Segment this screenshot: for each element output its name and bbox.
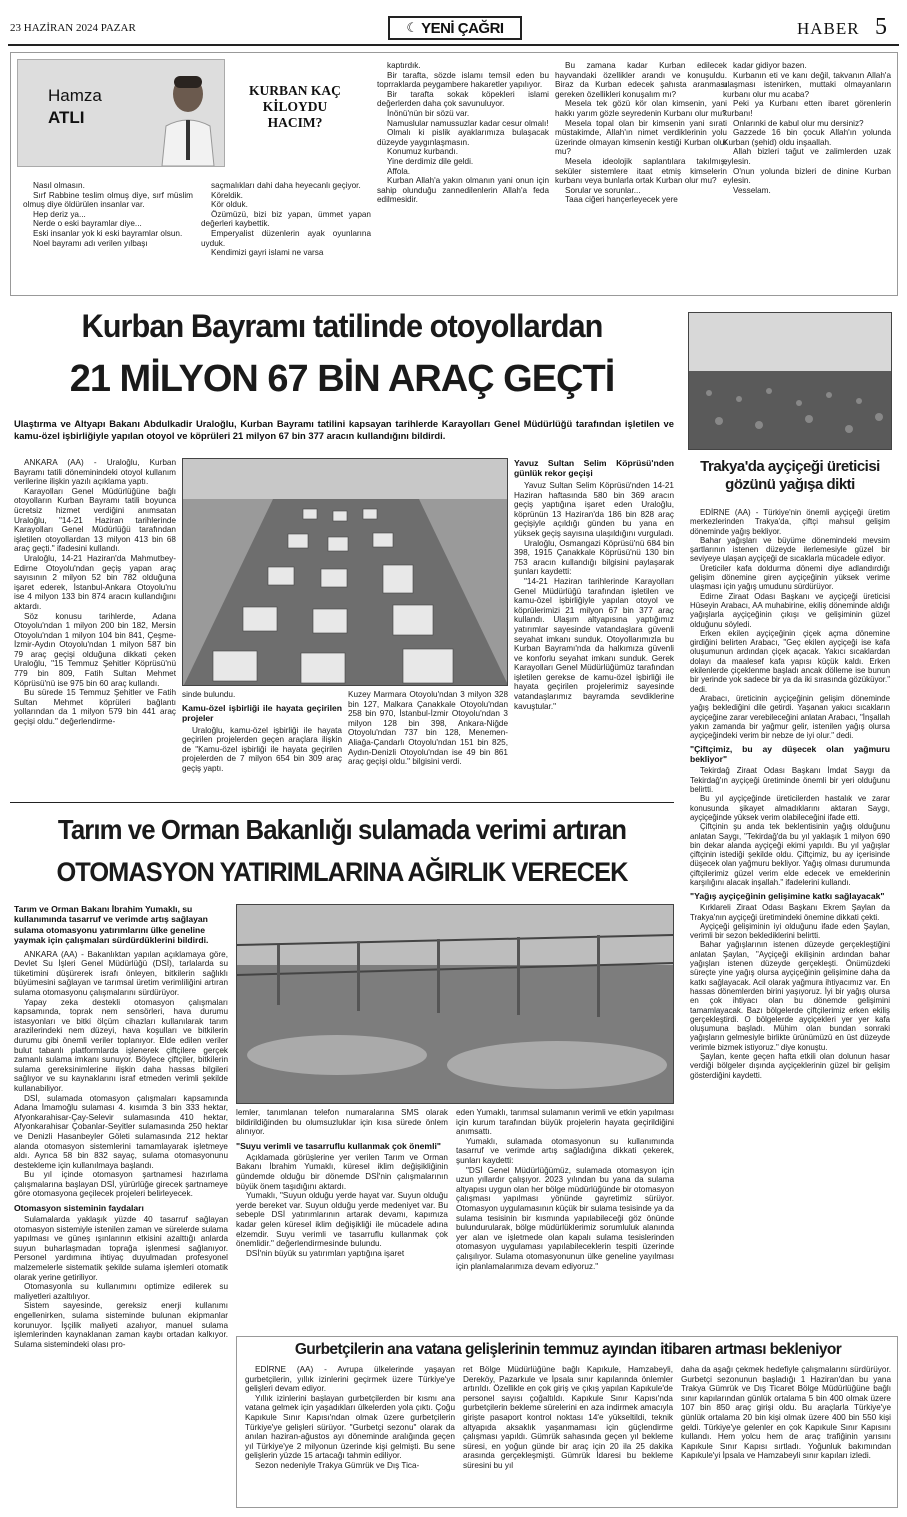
column-title: KURBAN KAÇ KİLOYDU HACIM? [249, 83, 341, 130]
article1-col1: ANKARA (AA) - Uraloğlu, Kurban Bayramı tatili döneminindeki otoyol kullanım verilerine ilişkin yazılı açıklama yaptı. Karayolları Genel Müdürlüğüne bağlı otoyolların Kurban Bayramı tatili boyunca ücretsiz hizmet verdiğini anımsatan Uraloğlu, "14-21 Haziran tarihlerinde Karayolları Genel Müdürlüğü tarafından işletilen otoyollardan 13 milyon 413 bin 68 araç geçti." ifadesini kullandı. Uraloğlu, 14-21 Haziran'da Mahmutbey-Edirne Otoyolu'ndan geçiş yapan araç sayısının 2 milyon 52 bin 782 olduğuna işaret ederek, İstanbul-Ankara Otoyolu'nu ise 4 milyon 133 bin 874 aracın kullandığını aktardı. Söz konusu tarihlerde, Adana Otoyolu'ndan 1 milyon 200 bin 182, Mersin Otoyolu'ndan 1 milyon 104 bin 841, Çeşme-İzmir-Aydın Otoyolu'ndan 1 milyon 587 bin 79 araç geçişi olduğuna dikkati çeken Uraloğlu, "15 Temmuz Şehitler Köprüsü'nü 779 bin 809, Fatih Sultan Mehmet Köprüsü'nü ise 975 bin 60 araç kullandı. Bu sürede 15 Temmuz Şehitler ve Fatih Sultan Mehmet köprüleri bağlantı yollarından da 1 milyon 579 bin 441 araç geçişi oldu." değerlendirme- [14, 458, 176, 727]
author-last-name: ATLI [48, 108, 85, 127]
column-text-3: kaptırdık. Bir tarafta, sözde islamı temsil eden bu toprraklarda peygambere hakaretler yapılıyor. Bir tarafta sokak köpekleri islami değerlerden daha çok savunuluyor. İnönü'nün bir sözü var. Namuslular namussuzlar kadar cesur olmalı! Olmalı ki pislik ayaklarımıza bulaşacak düzeyde yaygınlaşmasın. Konumuz kurbandı. Yine derdimiz dile geldi. Affola. Kurban Allah'a yakın olmanın yani onun için sahip olunduğu zannedilenlerin Allah'a feda edilmesidir. [377, 61, 549, 205]
issue-date: 23 HAZİRAN 2024 PAZAR [10, 22, 136, 34]
header-rule [8, 44, 899, 46]
side-subhead-2: "Yağış ayçiçeğinin gelişimine katkı sağlayacak" [690, 891, 885, 902]
article1-col2: sinde bulundu. Kamu-özel işbirliği ile hayata geçirilen projeler Uraloğlu, kamu-özel işbirliği ile hayata geçirilen projelerden geçen araçlara ilişkin de "Kamu-özel işbirliği ile hayata geçirilen projelerden de 7 milyon 654 bin 309 araç geçiş yaptı. [182, 690, 342, 773]
newspaper-logo: ☾ YENİ ÇAĞRI [388, 16, 522, 40]
article3-col1: EDİRNE (AA) - Avrupa ülkelerinde yaşayan gurbetçilerin, yıllık izinlerini geçirmek üzere Türkiye'ye gelişleri devam ediyor. Yıllık izinlerini başlayan gurbetçilerden bir kısmı ana vatana gelmek için yaşadıkları ülkelerden yola çıktı. Çoğu Kapıkule Sınır Kapısı'ndan olmak üzere gurbetçilerin Türkiye'ye gelişleri sürüyor. "Gurbetçi sezonu" olarak da anılan haziran-ağustos ayı döneminde aralığında geçen yıl Türkiye'ye 2 milyonun üzerinde kişi gelmişti. Bu sene gelişlerin yüzde 15 artacağı tahmin ediliyor. Sezon nedeniyle Trakya Gümrük ve Dış Tica- [245, 1365, 455, 1470]
sunflower-field-photo [688, 312, 892, 450]
side-article-title: Trakya'da ayçiçeği üreticisi gözünü yağışa dikti [700, 458, 880, 493]
article2-headline-line2: OTOMASYON YATIRIMLARINA AĞIRLIK VERECEK [56, 857, 628, 887]
irrigation-photo [236, 904, 674, 1104]
article1-col3: Kuzey Marmara Otoyolu'ndan 3 milyon 328 bin 127, Malkara Çanakkale Otoyolu'ndan 258 bin 970, İstanbul-İzmir Otoyolu'ndan 3 milyon 128 bin 398, Ankara-Niğde Otoyolu'ndan 737 bin 128, Menemen-Aliağa-Çandarlı Otoyolu'ndan 151 bin 825, Aydın-Denizli Otoyolu'ndan ise 49 bin 861 araç geçişi oldu." bilgisini verdi. [348, 690, 508, 767]
article2-col2: lemler, tanımlanan telefon numaralarına SMS olarak bildirildiğinden bu olumsuzluklar için kısa sürede önlem alınıyor. "Suyu verimli ve tasarruflu kullanmak çok önemli" Açıklamada görüşlerine yer verilen Tarım ve Orman Bakanı İbrahim Yumaklı, küresel iklim değişikliğinin gündemde olduğu bir dönemde DSİ'nin çalışmalarının büyük önem taşıdığını aktardı. Yumaklı, "Suyun olduğu yerde hayat var. Suyun olduğu yerde bereket var. Suyun olduğu yerde medeniyet var. Bu sebeple DSİ yatırımlarının artarak devamı, kapımıza kadar gelen küresel iklim değişikliği ile mücadele adına elzemdir. Suyu verimli ve tasarruflu kullanmak çok önemlidir." değerlendirmesinde bulundu. DSİ'nin büyük su yatırımları yaptığına işaret [236, 1108, 448, 1258]
article3-col3: daha da aşağı çekmek hedefiyle çalışmalarını sürdürüyor. Gurbetçi sezonunun başladığı 1 Haziran'dan bu yana Trakya Gümrük ve Dış Ticaret Bölge Müdürlüğüne bağlı sınır kapılarından günlük ortalama 5 bin 400 olmak üzere 107 bin 850 araç girişi oldu. Bu araçlarla Türkiye'ye günlük ortalama 20 bin kişi olmak üzere 400 bin 550 kişi geldi. Türkiye'ye gelenler en çok Kapıkule Sınır Kapısını kullandı. Hem yolcu hem de araç trafiğinin yarısını Kapıkule Sınır Kapısı sırtladı. Yoğunluk bakımından Kapıkule'yi İpsala ve Hamzabeyli sınır kapıları izledi. [681, 1365, 891, 1461]
article2-headline-line1: Tarım ve Orman Bakanlığı sulamada verimi artıran [57, 814, 627, 845]
article1-subhead-2: Yavuz Sultan Selim Köprüsü'nden günlük rekor geçişi [514, 458, 674, 478]
crescent-icon: ☾ [406, 20, 419, 35]
article1-headline-line2: 21 MİLYON 67 BİN ARAÇ GEÇTİ [69, 358, 615, 400]
column-text-5: kadar gidiyor bazen. Kurbanın eti ve kanı değil, takvanın Allah'a ulaşması istenirken, muttaki olmayanların kurbanı olur mu acaba? Peki ya Kurbanı etten ibaret görenlerin kurbanı! Onlarınki de kabul olur mu dersiniz? Gazzede 16 bin çocuk Allah'ın yolunda Kurban (şehid) oldu inşaallah. Allah bizleri tağut ve zalimlerden uzak eylesin. O'nun yolunda bizleri de dinine Kurban eylesin. Vesselam. [723, 61, 891, 195]
section-name: HABER [797, 19, 860, 38]
article2-subhead-1: Otomasyon sisteminin faydaları [14, 1203, 144, 1214]
column-text-2: saçmalıkları dahi daha heyecanlı geçiyor. Köreldik. Kör olduk. Özümüzü, bizi biz yapan, ümmet yapan değerleri kaybettik. Emperyalist düzenlerin ayak oyunlarına uyduk. Kendimizi gayri islami ne varsa [201, 181, 371, 258]
article1-headline-line1: Kurban Bayramı tatilinde otoyollardan [81, 308, 603, 344]
opinion-column [10, 52, 898, 296]
article2-col3: eden Yumaklı, tarımsal sulamanın verimli ve etkin yapılması için kurum tarafından büyük projelerin hayata geçirildiğini anımsattı. Yumaklı, sulamada otomasyonun su kullanımında tasarruf ve verimde artış sağladığına dikkati çekerek, şunları kaydetti: "DSİ Genel Müdürlüğümüz, sulamada otomasyon için uzun yıllardır çalışıyor. 2023 yılından bu yana da sulama altyapısı uygun olan her bölge müdürlüğünde bir otomasyon çalışması yapılması yönünde gayretimiz sürüyor. Otomasyon uygulamasının küçük bir sulama tesisinde ya da sulama tesisinin bir kısmında yapılabileceği göz önünde bulundurularak, bölge müdürlüklerimiz sorumluluk alanında yer alan ve işletmede olan kapalı sulama tesislerinden otomasyon uygulaması yapılabileceklerin tespiti üzerinde çalışılıyor. Sulama otomasyonunun ülke geneline yayılması için planlamalarımıza devam ediyoruz." [456, 1108, 674, 1271]
side-article [682, 312, 898, 1332]
page-header [0, 0, 907, 46]
article1-col4: Yavuz Sultan Selim Köprüsü'nden günlük rekor geçişi Yavuz Sultan Selim Köprüsü'nden 14-21 Haziran haftasında 580 bin 369 aracın geçiş yaptığına işaret eden Uraloğlu, köprünün 13 Haziran'da 186 bin 828 araç geçişiyle açıldığı günden bu yana en yüksek geçiş sayısına ulaşıldığını vurguladı. Uraloğlu, Osmangazi Köprüsü'nü 684 bin 398, 1915 Çanakkale Köprüsü'nü 130 bin 753 aracın kullandığı bilgisini paylaşarak şunları kaydetti: "14-21 Haziran tarihlerinde Karayolları Genel Müdürlüğü tarafından işletilen ve kamu-özel işbirliğiyle yapılan otoyol ve köprülerimizi 21 milyon 67 bin 377 araç kullandı. Ulaşım altyapısına yaptığımız yatırımlar sayesinde vatandaşlara güvenli seyahat imkanı sunduk. Otoyollarımızla bu Kurban Bayramı'nda da halkımıza güvenli ve konforlu seyahat imkanı sunduk. Gerek Karayolları Genel Müdürlüğümüz tarafından işletilen gerekse de kamu-özel işbirliği ile hayata geçirilen projelerimiz sayesinde vatandaşlarımız bayramda sevdiklerine kavuştular." [514, 458, 674, 711]
article1-subhead-1: Kamu-özel işbirliği ile hayata geçirilen projeler [182, 702, 342, 723]
article2-col1: Tarım ve Orman Bakanı İbrahim Yumaklı, su kullanımında tasarruf ve verimde artış sağlayan sulama otomasyonu yatırımlarını ülke geneline yaymak için çalışmaları sürdürdüklerini bildirdi. ANKARA (AA) - Bakanlıktan yapılan açıklamaya göre, Devlet Su İşleri Genel Müdürlüğü (DSİ), tarlalarda su tüketimini düşürerek israfı önleyen, bitkilerin sağlıklı büyümesini sağlayan ve tarımsal üretim verimliliğini artıran sulama otomasyonu çalışmalarını sürdürüyor. Yapay zeka destekli otomasyon çalışmaları kapsamında, toprak nem sensörleri, hava durumu istasyonları ve bitki ölçüm cihazları kullanılarak tarım arazilerindeki nem düzeyi, hava koşulları ve bitkilerin durumu gibi önemli veriler toplanıyor. Elde edilen veriler bulut tabanlı platformlarda işlenerek çiftçilere gerçek zamanlı sulama imkanı sunuyor. Böylece çiftçiler, bitkilerin sulama gereksinimlerine ilişkin daha hassas bilgileri sağlıyor ve su kaynaklarını israf etmeden verimli şekilde kullanabiliyor. DSİ, sulamada otomasyon çalışmaları kapsamında Adana İmamoğlu sulaması 4. kısımda 3 bin 333 hektar, Afyonkarahisar-Çay-Selevir sulamasında 410 hektar, Afyonkarahisar Çobanlar-Seyitler sulamasında 250 hektar ve Denizli Hasanbeyler Göleti sulamasında 212 hektar alanda otomasyon sistemlerini tamamlayarak işletmeye aldı. Ayrıca 58 bin 832 sayaç, sulama otomasyonunu destekleme için kullanılmaya başlandı. Bu yıl içinde otomasyon şartnamesi hazırlama çalışmalarına başlayan DSİ, yürürlüğe girecek şartnameye göre otomasyona geçilecek projeleri belirleyecek. Otomasyon sisteminin faydaları Sulamalarda yaklaşık yüzde 40 tasarruf sağlayan otomasyon sistemiyle istenilen zaman ve sürelerde sulama yapılması ve güneş ışınlarının etkisini azalttığı anlarda suyun buharlaşmadan toprağa işlenmesi sağlanıyor. Personel yardımına ihtiyaç duyulmadan profesyonel malzemelerle sistematik şekilde sulama işlemleri otomatik olarak yerine getiriliyor. Otomasyonla su kullanımını optimize edilerek su maliyetleri azaltılıyor. Sistem sayesinde, gereksiz enerji kullanımı engellenirken, sulama sisteminde bulunan ekipmanlar korunuyor. İşçilik maliyeti azalıyor, manuel sulama işlemlerinden kaynaklanan zaman kaybı ortadan kalkıyor. Sulama sistemindeki olası pro- [14, 904, 228, 1349]
article1-bottom-rule [10, 802, 674, 803]
author-photo [158, 70, 218, 166]
article2-spot: Tarım ve Orman Bakanı İbrahim Yumaklı, su kullanımında tasarruf ve verimde artış sağlayan sulama otomasyonu yatırımlarını ülke geneline yaymak için çalışmaları sürdürdüklerini bildirdi. [14, 904, 209, 946]
article3-headline: Gurbetçilerin ana vatana gelişlerinin temmuz ayından itibaren artması bekleniyor [294, 1341, 842, 1358]
article2-subhead-2: "Suyu verimli ve tasarruflu kullanmak çok önemli" [236, 1140, 441, 1151]
page-number: 5 [875, 14, 887, 40]
author-box [17, 59, 225, 167]
column-text-4: Bu zamana kadar Kurban edilecek hayvandaki özellikler arandı ve konuşuldu. Biraz da Kurban edecek şahısta aranması gereken özellikleri konuşalım mı? Mesela tek gözü kör olan kimsenin, yani hakkı yarım gözle seyredenin Kurbanı olur mu? Mesela topal olan bir kimsenin yani sırati müstakimde, Allah'ın nimet verdiklerinin yolu üzerinde olmayan kimsenin kestiği Kurban olur mu? Mesela ideolojik saplantılara takılmış, seküler sistemlere itaat etmiş kimselerin kurbanı veya bunlarla ortak Kurban olur mu? Sorular ve sorunlar... Taaa ciğeri hançerleyecek yere [555, 61, 727, 205]
author-first-name: Hamza [48, 86, 102, 105]
side-subhead-1: "Çiftçimiz, bu ay düşecek olan yağmuru bekliyor" [690, 744, 890, 765]
article1-spot: Ulaştırma ve Altyapı Bakanı Abdulkadir Uraloğlu, Kurban Bayramı tatilini kapsayan tarihlerde Karayolları Genel Müdürlüğü tarafından işletilen ve kamu-özel işbirliğiyle yapılan otoyol ve köprüleri 21 milyon 67 bin 377 aracın kullandığını bildirdi. [14, 418, 674, 441]
traffic-photo [182, 458, 508, 686]
column-text-1: Nasıl olmasın. Sırf Rabbine teslim olmuş diye, sırf müslim olmuş diye öldürülen insanlar var. Hep deriz ya... Nerde o eski bayramlar diye... Eski insanlar yok ki eski bayramlar olsun. Noel bayramı adı verilen yılbaşı [23, 181, 193, 248]
article3-box [236, 1336, 898, 1508]
side-article-text: EDİRNE (AA) - Türkiye'nin önemli ayçiçeği üretim merkezlerinden Trakya'da, çiftçi mahsul gelişim döneminde yağış bekliyor. Bahar yağışları ve büyüme dönemindeki mevsim şartlarının istenen düzeyde ilerlemesiyle güzel bir seviyeye ulaşan ayçiçeği de sıcaklarla mücadele ediyor. Üreticiler kafa doldurma dönemi diye adlandırdığı gelişim dönemine giren ayçiçeğinin yüksek verime ulaşması için yağış umudunu sürdürüyor. Edirne Ziraat Odası Başkanı ve ayçiçeği üreticisi Hüseyin Arabacı, AA muhabirine, ekiliş döneminde aldığı yağışlarla ayçiçeğinin çıkışı ve gelişiminin güzel olduğunu söyledi. Erken ekilen ayçiçeğinin çiçek açma dönemine girdiğini belirten Arabacı, "Geç ekilen ayçiçeği ise kafa oluşumunun ardından çiçek açacak. Yakıcı sıcaklardan dolayı da maalesef kafa yapısı küçük kaldı. Erken ekilenlerde çiçeklenme başladı ancak dölleme ise bunun bir yerinde yok sadece bir ya da iki sırasında gözüküyor." dedi. Arabacı, üreticinin ayçiçeğinin gelişim döneminde yağış beklediğini dile getirdi. Yaşanan yakıcı sıcakların ayçiçeğine zarar verebileceğini anlatan Arabacı, "İnşallah yakın zamanda bir yağmur gelir, istenilen yağış olursa ayçiçeğindeki verim bir nebze de iyi olur." dedi. "Çiftçimiz, bu ay düşecek olan yağmuru bekliyor" Tekirdağ Ziraat Odası Başkanı İmdat Saygı da Tekirdağ'ın ayçiçeği üretiminde önemli bir yeri olduğunu belirtti. Bu yıl ayçiçeğinde üreticilerden hastalık ve zarar konusunda şikayet almadıklarını aktaran Saygı, ayçiçeğinde yüksek verim olabileceğini ifade etti. Çiftçinin şu anda tek beklentisinin yağış olduğunu anlatan Saygı, "Tekirdağ'da bu yıl yaklaşık 1 milyon 690 bin dekar alanda ayçiçeği ekimi yapıldı. Bu yıl yağışlar çiftçinin istediği şekilde oldu. Çiftçimiz, bu ay içerisinde düşecek olan yağmuru bekliyor. Yağış olması durumunda çiftçilerimiz güzel verim elde edecek ve emeklerinin karşılığını alacak inşallah." ifadelerini kullandı. "Yağış ayçiçeğinin gelişimine katkı sağlayacak" Kırklareli Ziraat Odası Başkanı Ekrem Şaylan da Trakya'nın ayçiçeği üretimindeki önemine dikkati çekti. Ayçiçeği gelişiminin iyi olduğunu ifade eden Şaylan, verimli bir sezon beklediklerini belirtti. Bahar yağışlarının istenen düzeyde gerçekleştiğini anlatan Şaylan, "Ayçiçeği ekilişinin ardından bahar yağışları istenen düzeyde gerçekleşti. Önümüzdeki süreçte yine yağış olursa ayçiçeğinin gelişimine daha da katkı sağlayacak. Acil olarak yağmura ihtiyacımız var. En hassas dönemlerden birini yaşıyoruz. İyi bir yağış olursa en çok ihtiyacı olan bu dönemde gelişimini tamamlayacak. Bazı bölgelerde çiftçilerimiz erken ekiliş gerçekleştirdi. O bölgelerde ayçiçekleri yer yer kafa oluşumuna başladı. Mühim olan bundan sonraki yağışların gelmesiyle birlikte ürünümüzü en üst düzeyde verimle bizmek istiyoruz." diye konuştu. Şaylan, kente geçen hafta etkili olan dolunun hasar verdiği bölgeler dışında ayçiçeklerinin güzel bir gelişim gösterdiğini kaydetti. [690, 508, 890, 1080]
article3-col2: ret Bölge Müdürlüğüne bağlı Kapıkule, Hamzabeyli, Dereköy, Pazarkule ve İpsala sınır kapılarında önlemler artırıldı. Özellikle en çok giriş ve çıkış yapılan Kapıkule'de personel sayısı çoğaltıldı. Kapıkule Sınır Kapısı'nda gurbetçilerin bekleme sürelerini en aza indirmek amacıyla girişte pasaport kontrol noktası 14'e yükseltildi, teknik altyapıda aksaklık yaşanmaması için güçlendirme çalışması yapıldı. Gümrük sahasında geçen yıl bekleme süresi, en yoğun günde bir araç için 20 ila 25 dakika arasında gerçekleşmişti. Gümrük İdaresi bu bekleme süresini bu yıl [463, 1365, 673, 1470]
